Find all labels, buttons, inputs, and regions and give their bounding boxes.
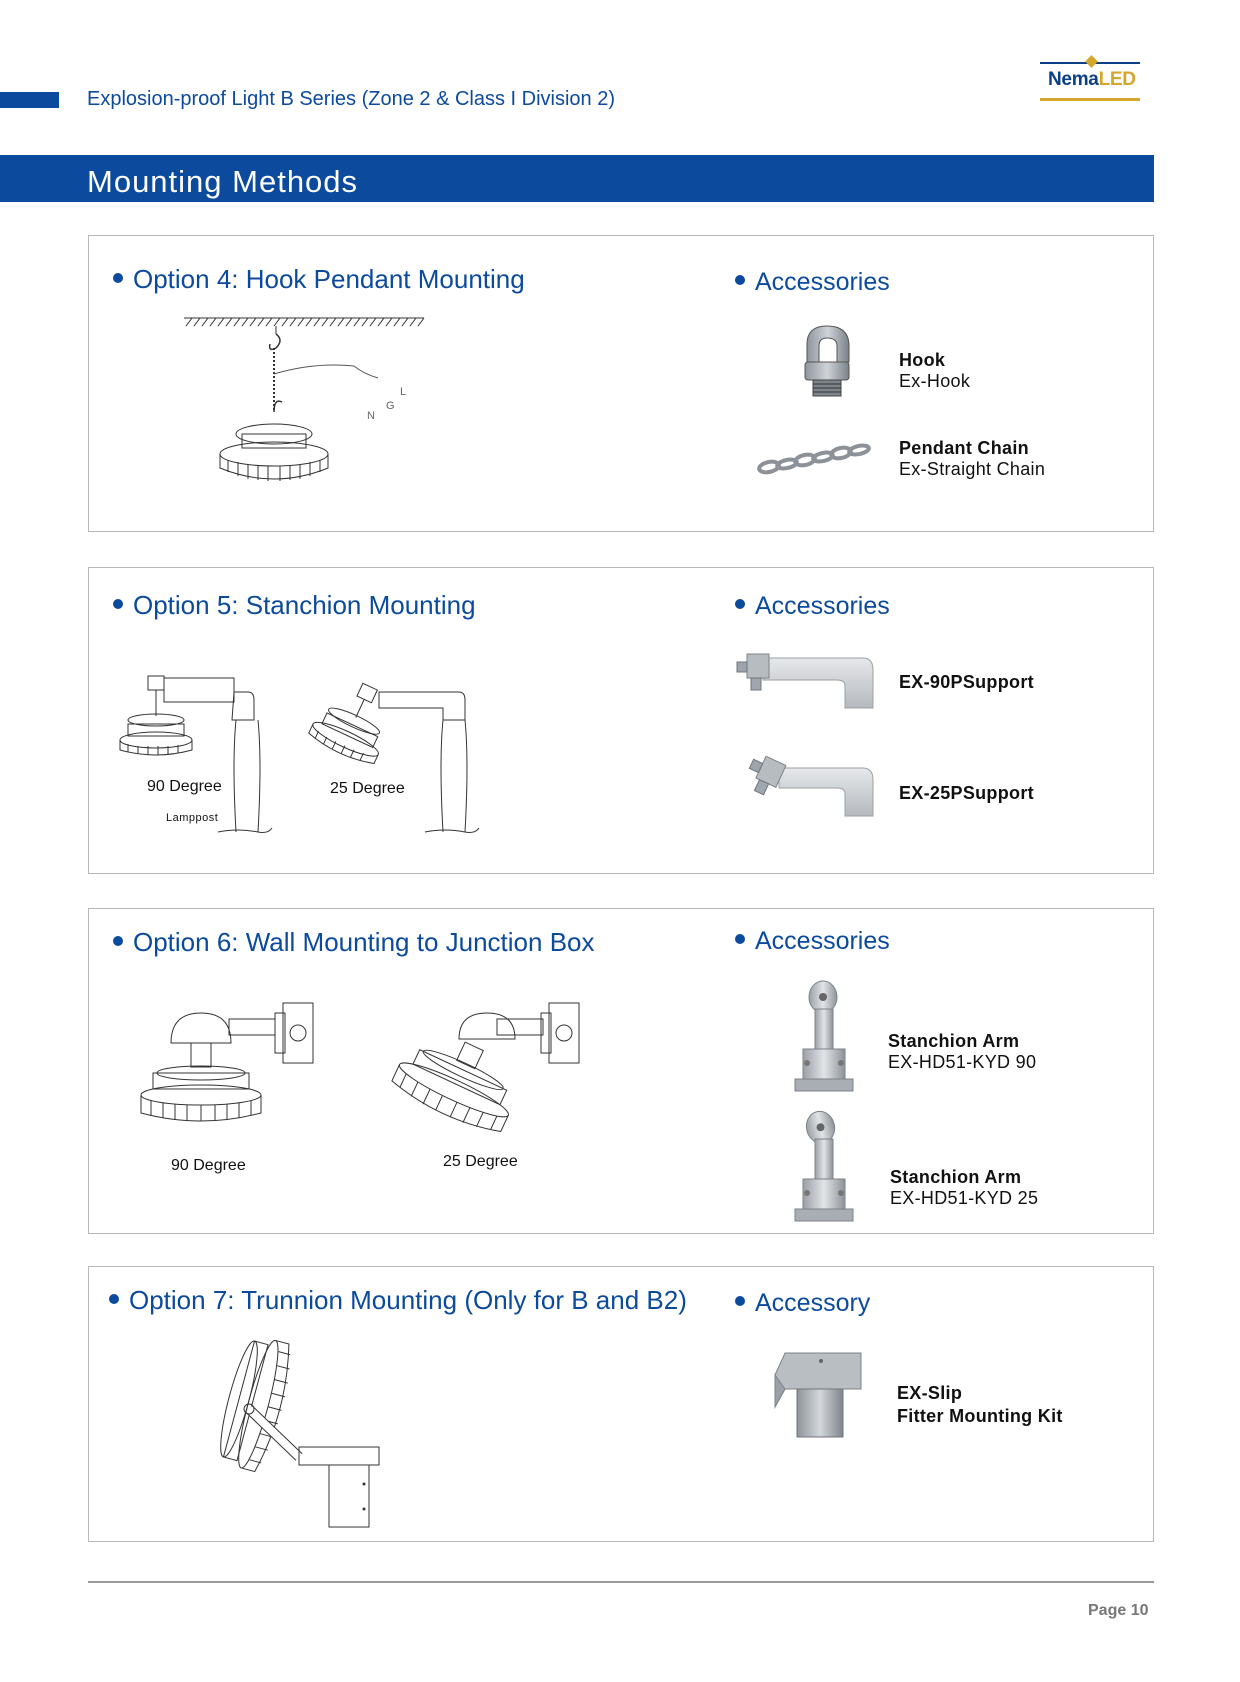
hook-pendant-diagram (184, 314, 444, 494)
pole-support-90-icon (733, 652, 878, 710)
accessory-stanchion-arm-90-model: EX-HD51-KYD 90 (888, 1052, 1037, 1072)
page-number: Page 10 (1088, 1602, 1149, 1619)
option-6-panel (88, 908, 1154, 1234)
wire-label-n: N (367, 410, 376, 422)
option-6-accessories-title: Accessories (735, 927, 890, 956)
accessory-chain-name: Pendant Chain (899, 438, 1029, 458)
hook-icon (799, 324, 855, 410)
series-title: Explosion-proof Light B Series (Zone 2 & Class I Division 2) (87, 88, 616, 110)
accessory-stanchion-arm-25-name: Stanchion Arm (890, 1167, 1022, 1187)
accessory-stanchion-arm-90-name: Stanchion Arm (888, 1031, 1020, 1051)
nemaled-logo (1040, 52, 1150, 104)
footer-divider (88, 1581, 1154, 1583)
wire-label-l: L (400, 386, 407, 398)
section-title: Mounting Methods (87, 164, 359, 199)
accessory-stanchion-arm-25-model: EX-HD51-KYD 25 (890, 1188, 1039, 1208)
pole-support-25-icon (749, 756, 879, 818)
stanchion-90-diagram (124, 672, 274, 832)
accessory-90psupport-name: EX-90PSupport (899, 672, 1034, 692)
option-6-title: Option 6: Wall Mounting to Junction Box (113, 927, 595, 958)
wall-mount-25-diagram (379, 999, 589, 1149)
option-7-accessory-title: Accessory (735, 1289, 870, 1318)
accessory-25psupport-name: EX-25PSupport (899, 783, 1034, 803)
option-4-panel (88, 235, 1154, 532)
section-title-bar (0, 155, 1154, 202)
logo-text-accent: LED (1098, 69, 1136, 90)
option-5-caption-25: 25 Degree (330, 780, 405, 797)
accessory-slip-name: EX-Slip (897, 1383, 963, 1403)
wall-mount-90-diagram (131, 999, 321, 1149)
accessory-hook-model: Ex-Hook (899, 371, 971, 391)
slip-fitter-icon (771, 1347, 866, 1439)
option-7-title: Option 7: Trunnion Mounting (Only for B and B2) (109, 1285, 687, 1316)
option-5-caption-90: 90 Degree (147, 778, 222, 795)
option-6-caption-90: 90 Degree (171, 1157, 246, 1174)
accessory-chain-model: Ex-Straight Chain (899, 459, 1046, 479)
option-5-accessories-title: Accessories (735, 592, 890, 621)
option-7-panel (88, 1266, 1154, 1542)
header-accent-bar (0, 92, 59, 108)
accessory-slip-model: Fitter Mounting Kit (897, 1406, 1063, 1426)
stanchion-arm-25-icon (789, 1109, 855, 1225)
wire-label-g: G (386, 400, 396, 412)
option-5-title: Option 5: Stanchion Mounting (113, 590, 476, 621)
option-6-caption-25: 25 Degree (443, 1153, 518, 1170)
trunnion-mount-diagram (199, 1339, 399, 1529)
lamppost-label: Lamppost (166, 812, 219, 824)
stanchion-arm-90-icon (789, 979, 855, 1095)
logo-text-main: Nema (1048, 69, 1099, 90)
option-4-accessories-title: Accessories (735, 268, 890, 297)
option-4-title: Option 4: Hook Pendant Mounting (113, 264, 525, 295)
accessory-hook-name: Hook (899, 350, 946, 370)
option-5-panel (88, 567, 1154, 874)
chain-icon (757, 441, 879, 475)
stanchion-25-diagram (309, 672, 469, 832)
